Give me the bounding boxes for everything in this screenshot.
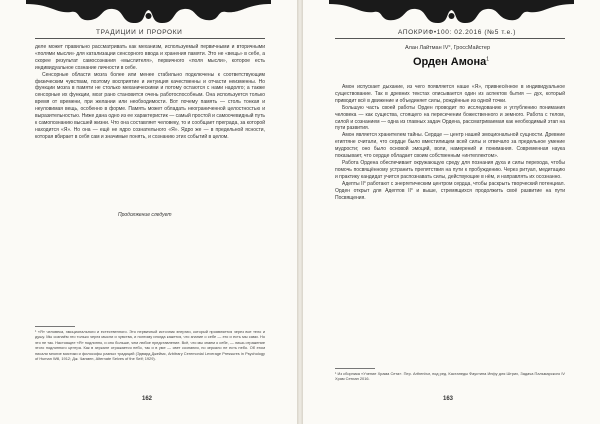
author-line: Алан Лайтман IV°, ГроссМайстер [405, 45, 491, 51]
running-head-rule [335, 38, 565, 39]
running-head: ТРАДИЦИИ И ПРОРОКИ [96, 29, 183, 36]
paragraph: Адепты II° работают с энергетическим центром сердца, чтобы раскрыть творческий потенциал. Орден открыт для Адептов II° и выше, стремящихся продолжить своё развитие на пути Посвящения. [335, 180, 565, 201]
left-page [0, 0, 297, 424]
running-head-rule [35, 38, 265, 39]
ornament-top-right [329, 0, 574, 26]
paragraph: Работа Ордена обеспечивает окружающую среду для познания духа и силы перехода, чтобы помочь посвящённому устранить препятствия на пути к пробуждению. Через ритуал, медитацию и практику кандидат учится распознавать силы, действующие в нём, и направлять их осознанно. [335, 159, 565, 180]
running-head: АПОКРИФ•100: 02.2016 (№5 т.е.) [398, 29, 516, 36]
right-body [335, 84, 565, 201]
footnote: ¹ «Я» человека, эмоционального и естественного. Это первичный источник энергии, который проявляется через все тело и душу. Мы сознаём это только через мысли и чувства, и поэтому иногда кажется, что знание о себе — это и есть мы сами. Но это не так. Настоящее «Я» подлинно, и оно больше, чем любое представление. Всё, что мы знаем о себе, — лишь отражение этого подлинного центра. Как в зеркале отражается небо, так и в уме — свет сознания, но зеркало не есть небо. Об этом писали многие мистики и философы разных традиций (Эдвард Джеймс, Arbitrary Ceremonial Leverage Pressures in Psychology of Human Will, 1912; Дж. Чапмен, Alternate Selves of the Self; 1929). [35, 329, 265, 362]
footnote: ¹ Из сборника «Учение Храма Сета». Пер. Arthenbur, под ред. Кастанеды Фаустина Инфу для Штрих, Задача Пальмарского IV Храм Сетиан 2016. [335, 371, 565, 382]
paragraph: Амон испускает дыхание, из чего появляется наше «Я», привнесённое в индивидуальное существование. Так в древних текстах описывается один из аспектов бытия — дух, который приводит всё в движение и объединяет силы, рождённые из одной точки. [335, 84, 565, 104]
paragraph: Большую часть своей работы Орден проводит по исследованию и углублению понимания человека — как существа, стоящего на пересечении божественного и земного. Работа с телом, силой и сознанием — одна из главных задач Ордена, рассматриваемая как необходимый этап на пути развития. [335, 104, 565, 132]
title-text: Орден Амона [413, 56, 487, 68]
left-body [35, 44, 265, 141]
article-title [413, 56, 489, 68]
page-number: 162 [142, 396, 153, 402]
right-page [303, 0, 600, 424]
paragraph: деле может правильно рассматривать как механизм, используемый первичными и вторичными «полями мысли» для катализации сенсорного ввода и хранения памяти. Это не «вещь» в себе, а скорее результат самосознания «мыслителя», первичного «поля мысли», которое есть индивидуальное сознание личности в себе. [35, 44, 265, 71]
paragraph: Амон является хранителем тайны. Сердце — центр нашей эмоциональной сущности. Древние египтяне считали, что сердце было вместилищем всей силы и отвечало за предельное умение мудрости; оно было основой эмоций, воли, намерений и понимания. Современная наука показывает, что сердце обладает своим собственным «интеллектом». [335, 132, 565, 160]
page-number: 163 [443, 396, 454, 402]
paragraph: Сенсорные области мозга более или менее стабильно подключены к соответствующим физическим чувствам, поэтому восприятие и интуиция качественны и отчасти неизменны. Но функции мозга в памяти не столько механическими и потому остаются с нами надолго; а также сенсорные их функции, мозг рано становится очень работоспособным. Она используется только время от времени, при желании или необходимости. Вот почему память — столь тонкая и неуловимая вещь, особенно в форме. Память может обладать неограниченной целостностью и выразительностью. Ниже дана одно из ее характеристик — самый простой и самоочевидный путь к самопознанию высшей жизни. Что она составляет человеку, то и сообщает преграда, за которой находится «Я». Но она — ещё не ядро сознательного «Я». Ядро же — в предельной ясности, которая вбирает в себя сам и значимые понять, и сознанию этих событий в целом. [35, 71, 265, 140]
continued-note: Продолжение следует [118, 212, 172, 218]
footnote-rule [35, 326, 75, 327]
footnote-rule [335, 368, 375, 369]
ornament-top-left [26, 0, 271, 26]
title-footnote-mark: 1 [486, 56, 489, 63]
